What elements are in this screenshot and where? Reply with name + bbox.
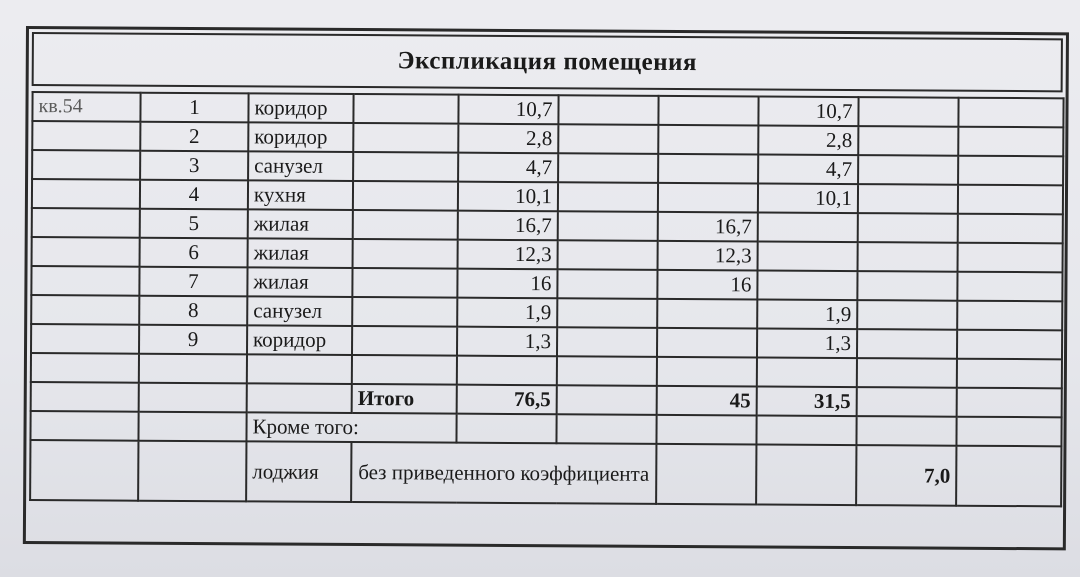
explication-frame — [23, 26, 1069, 550]
loggia-note: без приведенного коэффициента — [351, 442, 656, 504]
empty-cell — [756, 415, 856, 445]
title-box — [32, 32, 1063, 92]
extra-label: Кроме того: — [246, 412, 456, 442]
loggia-name: лоджия — [246, 441, 351, 502]
room-total-area: 1,3 — [457, 327, 557, 357]
empty-cell — [30, 411, 138, 441]
empty-cell — [352, 297, 457, 327]
room-aux-area — [758, 241, 858, 271]
room-name: санузел — [248, 151, 353, 181]
empty-cell — [353, 210, 458, 240]
empty-cell — [957, 388, 1062, 418]
room-aux-area: 2,8 — [758, 125, 858, 155]
empty-cell — [958, 185, 1063, 215]
empty-cell — [352, 355, 457, 385]
room-number: 5 — [140, 209, 248, 239]
empty-cell — [138, 441, 246, 502]
empty-cell — [31, 266, 139, 296]
empty-cell — [558, 153, 658, 183]
empty-cell — [656, 444, 756, 505]
empty-cell — [558, 182, 658, 212]
room-name: коридор — [247, 325, 352, 355]
room-living-area — [658, 183, 758, 213]
empty-cell — [857, 271, 957, 301]
empty-cell — [30, 440, 138, 501]
room-number: 9 — [139, 325, 247, 355]
totals-aux-area: 31,5 — [757, 386, 857, 416]
room-living-area: 16 — [657, 270, 757, 300]
empty-cell — [353, 181, 458, 211]
empty-cell — [957, 330, 1062, 360]
empty-cell — [958, 127, 1063, 157]
empty-cell — [757, 357, 857, 387]
empty-cell — [456, 414, 556, 444]
room-aux-area: 4,7 — [758, 154, 858, 184]
explication-table — [29, 91, 1064, 507]
room-total-area: 4,7 — [458, 153, 558, 183]
room-aux-area: 10,1 — [758, 183, 858, 213]
empty-cell — [858, 242, 958, 272]
empty-cell — [557, 385, 657, 415]
empty-cell — [857, 300, 957, 330]
empty-cell — [558, 211, 658, 241]
empty-cell — [31, 324, 139, 354]
table-body — [30, 92, 1063, 506]
room-name: санузел — [247, 296, 352, 326]
room-total-area: 12,3 — [458, 240, 558, 270]
empty-cell — [32, 179, 140, 209]
empty-cell — [958, 98, 1063, 128]
empty-cell — [857, 387, 957, 417]
totals-living-area: 45 — [657, 386, 757, 416]
empty-cell — [353, 239, 458, 269]
empty-cell — [858, 97, 958, 127]
empty-cell — [353, 123, 458, 153]
empty-cell — [558, 124, 658, 154]
empty-cell — [457, 356, 557, 386]
room-number: 7 — [139, 267, 247, 297]
empty-cell — [956, 417, 1061, 447]
loggia-row — [30, 440, 1061, 506]
room-total-area: 10,7 — [458, 95, 558, 125]
empty-cell — [352, 326, 457, 356]
empty-cell — [31, 382, 139, 412]
empty-cell — [32, 121, 140, 151]
room-name: жилая — [248, 238, 353, 268]
room-number: 6 — [140, 238, 248, 268]
room-aux-area — [758, 212, 858, 242]
empty-cell — [138, 412, 246, 442]
empty-cell — [353, 94, 458, 124]
document-title: Экспликация помещения — [397, 47, 698, 77]
room-number: 3 — [140, 151, 248, 181]
empty-cell — [557, 298, 657, 328]
empty-cell — [353, 152, 458, 182]
empty-cell — [247, 383, 352, 413]
empty-cell — [857, 329, 957, 359]
empty-cell — [858, 155, 958, 185]
empty-cell — [139, 354, 247, 384]
empty-cell — [958, 243, 1063, 273]
room-living-area — [657, 328, 757, 358]
room-total-area: 10,1 — [458, 182, 558, 212]
room-total-area: 1,9 — [457, 298, 557, 328]
empty-cell — [958, 156, 1063, 186]
empty-cell — [657, 357, 757, 387]
room-number: 4 — [140, 180, 248, 210]
empty-cell — [957, 301, 1062, 331]
empty-cell — [556, 414, 656, 444]
empty-cell — [352, 268, 457, 298]
room-name: жилая — [247, 267, 352, 297]
room-living-area — [658, 125, 758, 155]
room-total-area: 16,7 — [458, 211, 558, 241]
room-aux-area: 10,7 — [758, 96, 858, 126]
empty-cell — [557, 356, 657, 386]
room-living-area: 16,7 — [658, 212, 758, 242]
room-aux-area: 1,3 — [757, 328, 857, 358]
empty-cell — [557, 327, 657, 357]
empty-cell — [247, 354, 352, 384]
room-living-area — [658, 96, 758, 126]
room-living-area — [657, 299, 757, 329]
empty-cell — [32, 208, 140, 238]
empty-cell — [31, 295, 139, 325]
empty-cell — [856, 416, 956, 446]
loggia-area: 7,0 — [856, 445, 956, 506]
totals-label: Итого — [352, 384, 457, 414]
room-aux-area: 1,9 — [757, 299, 857, 329]
empty-cell — [32, 150, 140, 180]
empty-cell — [858, 126, 958, 156]
empty-cell — [139, 383, 247, 413]
empty-cell — [858, 213, 958, 243]
empty-cell — [656, 415, 756, 445]
empty-cell — [31, 353, 139, 383]
empty-cell — [32, 237, 140, 267]
empty-cell — [558, 95, 658, 125]
room-aux-area — [757, 270, 857, 300]
room-number: 1 — [140, 93, 248, 123]
empty-cell — [957, 359, 1062, 389]
room-total-area: 2,8 — [458, 124, 558, 154]
apartment-number: кв.54 — [32, 92, 140, 122]
room-number: 8 — [139, 296, 247, 326]
empty-cell — [857, 358, 957, 388]
room-name: коридор — [248, 93, 353, 123]
empty-cell — [756, 444, 856, 505]
room-living-area: 12,3 — [658, 241, 758, 271]
room-living-area — [658, 154, 758, 184]
empty-cell — [956, 446, 1061, 507]
empty-cell — [957, 272, 1062, 302]
room-total-area: 16 — [457, 269, 557, 299]
room-name: кухня — [248, 180, 353, 210]
empty-cell — [557, 269, 657, 299]
empty-cell — [858, 184, 958, 214]
room-name: жилая — [248, 209, 353, 239]
room-name: коридор — [248, 122, 353, 152]
totals-total-area: 76,5 — [457, 385, 557, 415]
empty-cell — [958, 214, 1063, 244]
empty-cell — [558, 240, 658, 270]
room-number: 2 — [140, 122, 248, 152]
